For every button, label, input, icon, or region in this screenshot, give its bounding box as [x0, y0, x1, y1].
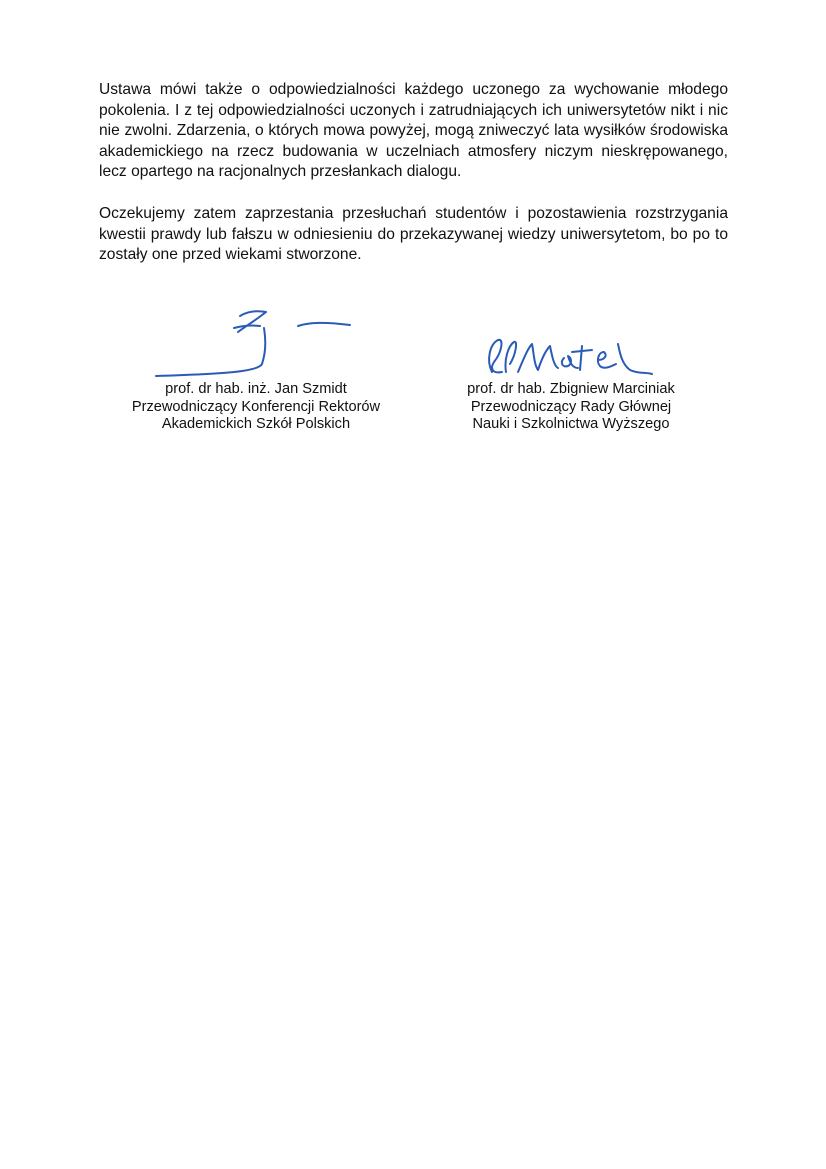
signatory-role-right-1: Przewodniczący Rady Głównej	[470, 398, 672, 415]
signature-drawing-right	[432, 300, 710, 380]
signatory-name-left: prof. dr hab. inż. Jan Szmidt	[165, 381, 347, 397]
signature-drawing-left	[100, 300, 412, 380]
signature-block-left	[100, 300, 412, 434]
signatory-role-left-2: Akademickich Szkół Polskich	[161, 416, 351, 433]
signature-strokes-left	[156, 311, 350, 376]
signatory-name-right: prof. dr hab. Zbigniew Marciniak	[467, 381, 675, 397]
signatory-role-left-1: Przewodniczący Konferencji Rektorów	[131, 398, 381, 415]
signature-strokes-right	[489, 340, 652, 374]
paragraph-2: Oczekujemy zatem zaprzestania przesłuchań studentów i pozostawienia rozstrzygania kwestii prawdy lub fałszu w odniesieniu do przekazywanej wiedzy uniwersytetom, bo po to zostały one przed wiekami stworzone.	[99, 205, 728, 264]
signatory-role-right-2: Nauki i Szkolnictwa Wyższego	[472, 416, 670, 433]
handwritten-signature-left	[100, 300, 412, 380]
paragraph-1: Ustawa mówi także o odpowiedzialności każdego uczonego za wychowanie młodego pokolenia. I z tej odpowiedzialności uczonych i zatrudniających ich uniwersytetów nikt i nic nie zwolni. Zdarzenia, o których mowa powyżej, mogą zniweczyć lata wysiłków środowiska akademickiego na rzecz budowania w uczelniach atmosfery niczym nieskrępowanego, lecz opartego na racjonalnych przesłankach dialogu.	[99, 81, 728, 181]
signature-block-right	[432, 300, 710, 434]
handwritten-signature-right	[432, 300, 710, 380]
